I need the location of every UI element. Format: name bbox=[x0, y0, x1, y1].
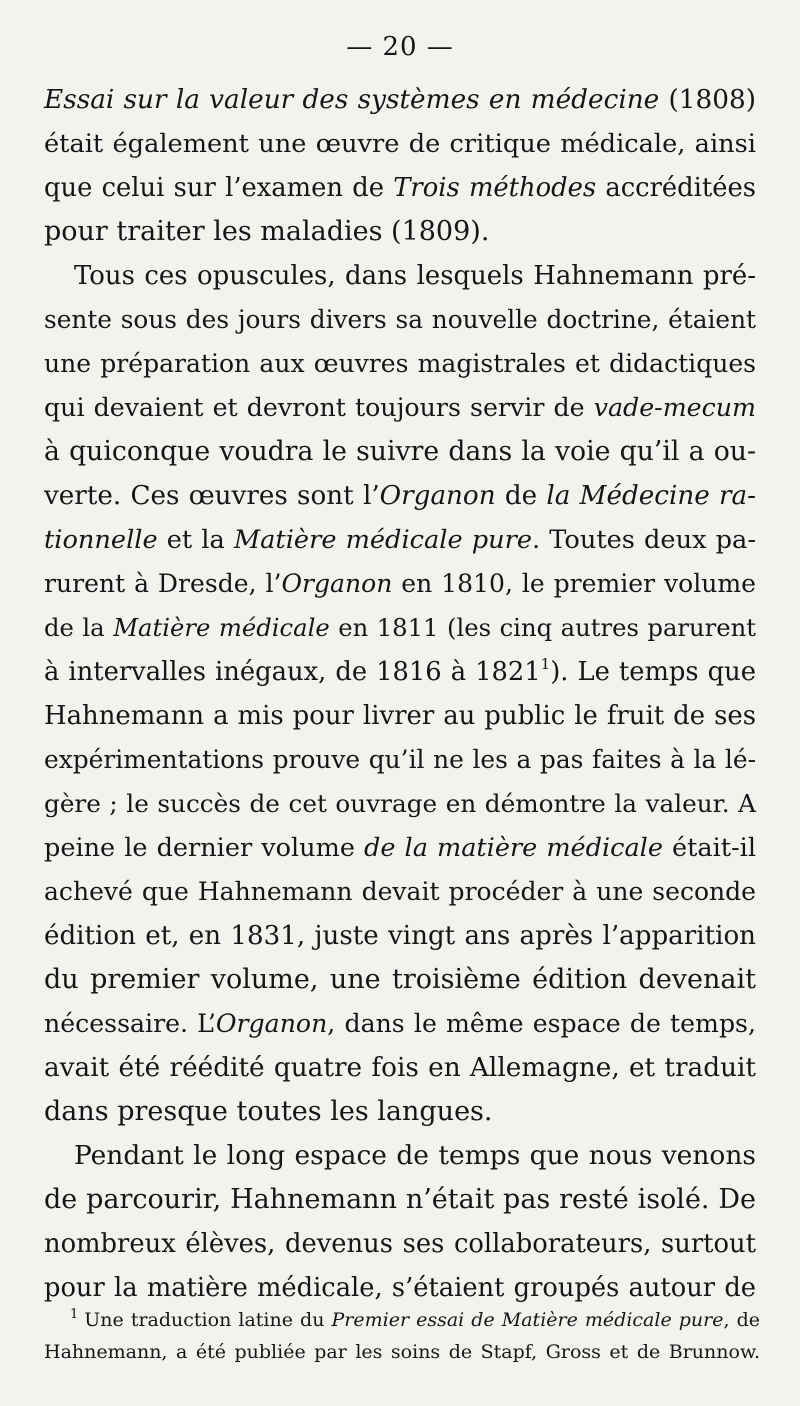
text-line-12: rurent à Dresde, l’Organon en 1810, le premier volume bbox=[44, 569, 756, 598]
text-line-3: que celui sur l’examen de Trois méthodes accréditées bbox=[44, 173, 756, 203]
text-line-17: gère ; le succès de cet ouvrage en démontre la valeur. A bbox=[44, 789, 756, 818]
text-line-20: édition et, en 1831, juste vingt ans après l’apparition bbox=[44, 921, 756, 951]
page-number: — 20 — bbox=[346, 32, 454, 62]
footnote-marker: 1 bbox=[70, 1307, 79, 1322]
book-title-organon: Organon bbox=[379, 481, 496, 511]
text-line-13: de la Matière médicale en 1811 (les cinq autres parurent bbox=[44, 613, 756, 642]
text-line-16: expérimentations prouve qu’il ne les a pas faites à la lé- bbox=[44, 745, 756, 774]
footnote-reference: 1 bbox=[540, 655, 551, 673]
book-title-matiere-medicale-pure: Matière médicale pure bbox=[233, 525, 533, 555]
body-text bbox=[44, 78, 756, 1310]
book-title-essai: Essai sur la valeur des systèmes en médecine bbox=[44, 85, 660, 115]
book-title-matiere-medicale: Matière médicale bbox=[113, 613, 330, 642]
text-line-7: une préparation aux œuvres magistrales et didactiques bbox=[44, 349, 756, 378]
book-title-trois-methodes: Trois méthodes bbox=[393, 173, 597, 203]
text-line-9: à quiconque voudra le suivre dans la voie qu’il a ou- bbox=[44, 436, 756, 467]
text-line-10: verte. Ces œuvres sont l’Organon de la Médecine ra- bbox=[44, 481, 756, 511]
book-title-medecine-rationnelle: la Médecine ra- bbox=[546, 481, 756, 511]
text-line-22: nécessaire. L’Organon, dans le même espace de temps, bbox=[44, 1009, 756, 1038]
book-title-organon: Organon bbox=[281, 569, 393, 598]
text-line-26: de parcourir, Hahnemann n’était pas resté isolé. De bbox=[44, 1184, 756, 1215]
italic-vade-mecum: vade-mecum bbox=[593, 393, 756, 422]
text-line-25: Pendant le long espace de temps que nous venons bbox=[74, 1140, 756, 1171]
text-line-23: avait été réédité quatre fois en Allemagne, et traduit bbox=[44, 1053, 756, 1083]
book-title-premier-essai: Premier essai de Matière médicale pure bbox=[331, 1309, 724, 1331]
text-line-24: dans presque toutes les langues. bbox=[44, 1096, 493, 1127]
text-line-21: du premier volume, une troisième édition devenait bbox=[44, 964, 756, 995]
text-line-2: était également une œuvre de critique médicale, ainsi bbox=[44, 129, 756, 159]
footnote-line-1: $^1$ Une traduction latine du Premier essai de Matière médicale pure, de bbox=[70, 1307, 760, 1331]
text-line-14: à intervalles inégaux, de 1816 à 1821$^1$). Le temps que bbox=[44, 655, 756, 687]
text-line-28: pour la matière médicale, s’étaient groupés autour de bbox=[44, 1273, 756, 1303]
text-line-15: Hahnemann a mis pour livrer au public le fruit de ses bbox=[44, 701, 756, 731]
text-line-27: nombreux élèves, devenus ses collaborateurs, surtout bbox=[44, 1229, 756, 1259]
book-title-matiere-medicale: de la matière médicale bbox=[364, 833, 663, 863]
text-line-18: peine le dernier volume de la matière médicale était-il bbox=[44, 833, 757, 863]
book-title-organon: Organon bbox=[215, 1009, 328, 1038]
text-line-6: sente sous des jours divers sa nouvelle doctrine, étaient bbox=[44, 305, 756, 334]
text-line-11: tionnelle et la Matière médicale pure. Toutes deux pa- bbox=[44, 525, 756, 555]
text-line-5: Tous ces opuscules, dans lesquels Hahnemann pré- bbox=[74, 261, 756, 291]
text-line-4: pour traiter les maladies (1809). bbox=[44, 216, 490, 247]
text-line-19: achevé que Hahnemann devait procéder à une seconde bbox=[44, 877, 756, 906]
text-line-1: Essai sur la valeur des systèmes en médecine (1808) bbox=[44, 85, 756, 115]
footnote-line-2: Hahnemann, a été publiée par les soins de Stapf, Gross et de Brunnow. bbox=[44, 1341, 760, 1363]
footnote bbox=[44, 1304, 760, 1368]
text-line-8: qui devaient et devront toujours servir de vade-mecum bbox=[44, 393, 756, 422]
